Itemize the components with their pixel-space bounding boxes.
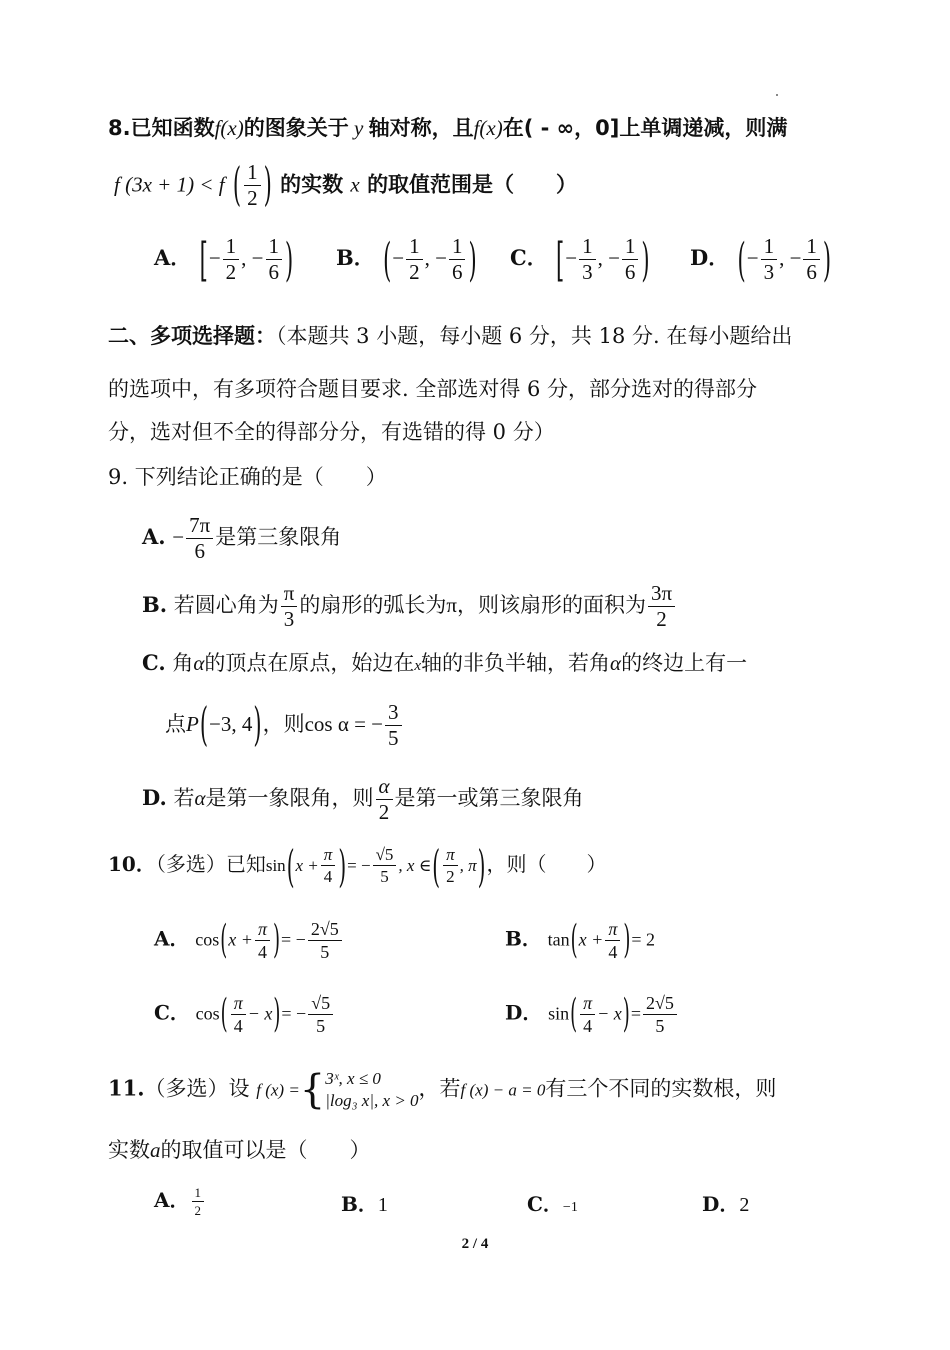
- q11-option-c[interactable]: C．−1: [527, 1192, 578, 1216]
- section2-title: 二、多项选择题：: [108, 324, 276, 348]
- q8-option-a[interactable]: A． [− $\frac{1}{2}$ , − $\frac{1}{6}$ ): [154, 233, 294, 286]
- scan-dot: [776, 94, 778, 96]
- q11-option-b[interactable]: B．1: [341, 1192, 388, 1216]
- q10-option-a[interactable]: A． cos(x + $\frac{\pi}{4}$ )= − $\frac{2√5}{5}$: [154, 920, 344, 961]
- q8-stem-line2: f (3x + 1) < f ( $\frac{1}{2}$ ) 的实数 x 的取值范围是（ ）: [114, 158, 578, 211]
- q11-option-a[interactable]: A． $\frac{1}{2}$: [154, 1184, 206, 1217]
- q8-option-b[interactable]: B． (− $\frac{1}{2}$ , − $\frac{1}{6}$ ): [336, 233, 477, 286]
- q9-option-a[interactable]: A. − $\frac{7\pi}{6}$ 是第三象限角: [142, 513, 342, 563]
- q11-stem-line2: 实数a的取值可以是（ ）: [108, 1138, 371, 1162]
- q9-option-c-line1[interactable]: C. 角α的顶点在原点，始边在x轴的非负半轴，若角α的终边上有一: [142, 650, 748, 675]
- q9-option-c-line2: 点P(−3, 4)，则cos α = − $\frac{3}{5}$: [165, 702, 404, 749]
- section2-desc-2: 的选项中，有多项符合题目要求. 全部选对得 6 分，部分选对的得部分: [108, 377, 758, 401]
- q10-stem: 10．（多选）已知sin(x + $\frac{\pi}{4}$ )= − $\frac{√5}{5}$ , x ∈( $\frac{\pi}{2}$ , π)，则（ ）: [108, 839, 607, 892]
- q11-option-d[interactable]: D．2: [702, 1192, 750, 1216]
- q8-half-fraction: $\frac{1}{2}$: [244, 162, 261, 209]
- section2-desc-1: （本题共 3 小题，每小题 6 分，共 18 分. 在每小题给出: [276, 324, 793, 348]
- q8-option-d[interactable]: D． (− $\frac{1}{3}$ , − $\frac{1}{6}$ ): [690, 233, 832, 286]
- q8-stem-line1: 8.已知函数f(x)的图象关于 y 轴对称，且f(x)在( - ∞，0]上单调递减，则满: [108, 116, 788, 140]
- q8-option-c[interactable]: C． [− $\frac{1}{3}$ , − $\frac{1}{6}$ ): [510, 233, 650, 286]
- page-number: 2 / 4: [461, 1236, 489, 1252]
- q10-option-c[interactable]: C． cos( $\frac{\pi}{4}$ − x)= − $\frac{√5}{5}$: [154, 994, 335, 1035]
- section2-desc-3: 分，选对但不全的得部分分，有选错的得 0 分）: [108, 420, 555, 444]
- q10-option-b[interactable]: B． tan(x + $\frac{\pi}{4}$ )= 2: [505, 917, 656, 964]
- q9-stem: 9. 下列结论正确的是（ ）: [108, 465, 387, 489]
- q11-piecewise: { 3ˣ, x ≤ 0 |log₃ x|, x > 0: [299, 1067, 419, 1114]
- q11-stem-line1: 11.（多选）设 f (x) ={ 3ˣ, x ≤ 0 |log₃ x|, x > 0 ，若f (x) − a = 0有三个不同的实数根，则: [108, 1067, 777, 1114]
- section2-header: [108, 326, 792, 347]
- q9-option-d[interactable]: D. 若α是第一象限角，则 $\frac{\alpha}{2}$ 是第一或第三象限角: [142, 774, 584, 824]
- q10-option-d[interactable]: D． sin( $\frac{\pi}{4}$ − x)= $\frac{2√5}{5}$: [505, 994, 679, 1035]
- q9-option-b[interactable]: B. 若圆心角为 $\frac{\pi}{3}$ 的扇形的弧长为π，则该扇形的面积为 $\frac{3\pi}{2}$: [142, 583, 677, 630]
